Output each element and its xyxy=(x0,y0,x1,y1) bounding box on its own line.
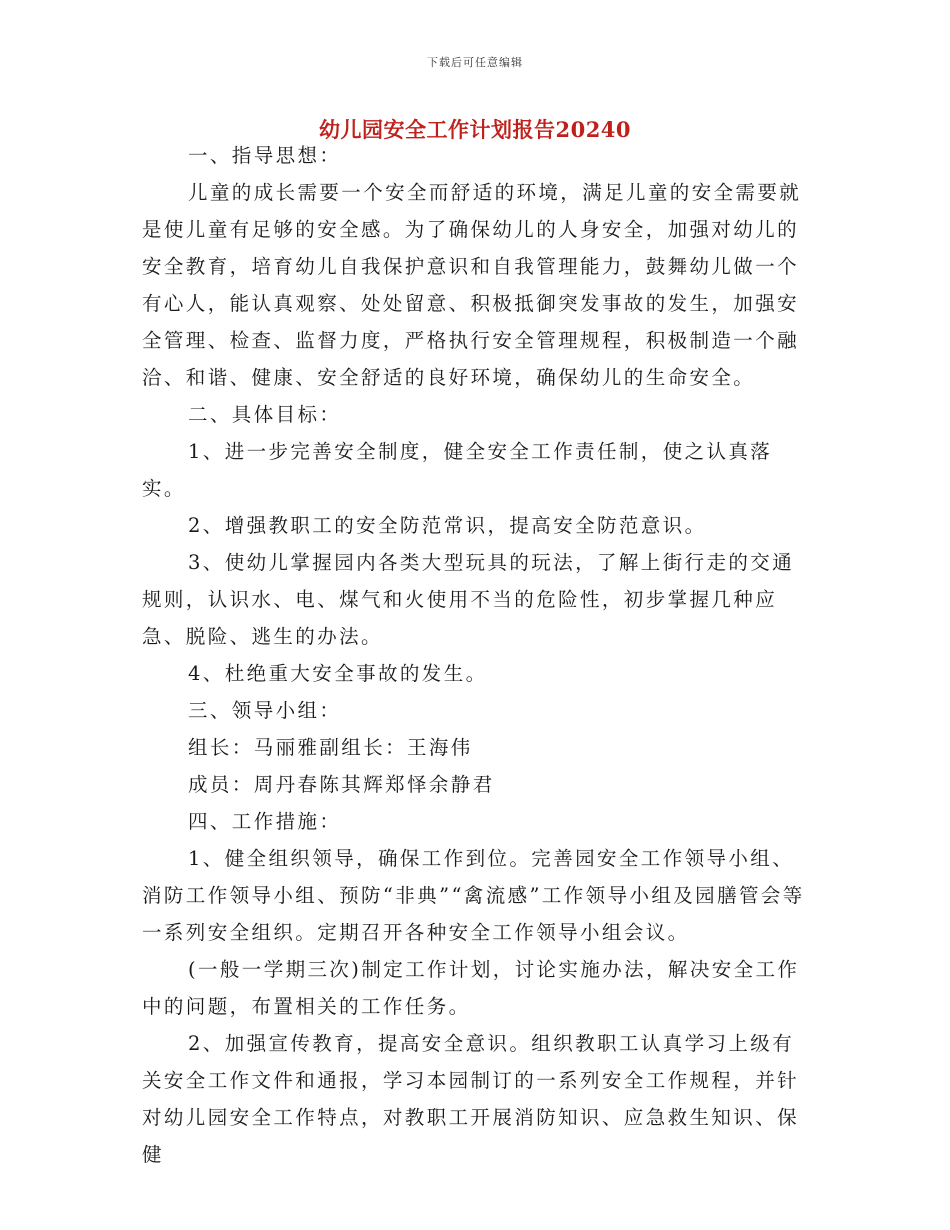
leadership-members: 成员：周丹春陈其辉郑怿余静君 xyxy=(188,773,495,796)
heading-specific-goals: 二、具体目标： xyxy=(188,403,342,426)
document-title: 幼儿园安全工作计划报告20240 xyxy=(318,117,632,142)
goal-item-1: 1、进一步完善安全制度，健全安全工作责任制，使之认真落实。 xyxy=(142,440,773,500)
goal-item-4: 4、杜绝重大安全事故的发生。 xyxy=(188,662,488,685)
document-body xyxy=(142,137,812,1173)
paragraph-guiding-thought: 儿童的成长需要一个安全而舒适的环境，满足儿童的安全需要就是使儿童有足够的安全感。为了确保幼儿的人身安全，加强对幼儿的安全教育，培育幼儿自我保护意识和自我管理能力，鼓舞幼儿做一个有心人，能认真观察、处处留意、积极抵御突发事故的发生，加强安全管理、检查、监督力度，严格执行安全管理规程，积极制造一个融洽、和谐、健康、安全舒适的良好环境，确保幼儿的生命安全。 xyxy=(142,181,802,389)
leadership-leaders: 组长：马丽雅副组长：王海伟 xyxy=(188,736,473,759)
header-note: 下载后可任意编辑 xyxy=(427,56,523,69)
goal-item-2: 2、增强教职工的安全防范常识，提高安全防范意识。 xyxy=(188,514,707,537)
goal-item-3: 3、使幼儿掌握园内各类大型玩具的玩法，了解上街行走的交通规则，认识水、电、煤气和火使用不当的危险性，初步掌握几种应急、脱险、逃生的办法。 xyxy=(142,551,795,648)
measure-item-1: 1、健全组织领导，确保工作到位。完善园安全工作领导小组、消防工作领导小组、预防“非典”“禽流感”工作领导小组及园膳管会等一系列安全组织。定期召开各种安全工作领导小组会议。 xyxy=(142,847,805,944)
heading-work-measures: 四、工作措施： xyxy=(188,810,342,833)
measure-item-1-continued: (一般一学期三次)制定工作计划，讨论实施办法，解决安全工作中的问题，布置相关的工作任务。 xyxy=(142,958,800,1018)
measure-item-2: 2、加强宣传教育，提高安全意识。组织教职工认真学习上级有关安全工作文件和通报，学习本园制订的一系列安全工作规程，并针对幼儿园安全工作特点，对教职工开展消防知识、应急救生知识、保健 xyxy=(142,1032,800,1166)
heading-guiding-thought: 一、指导思想： xyxy=(188,144,342,167)
heading-leadership-group: 三、领导小组： xyxy=(188,699,342,722)
